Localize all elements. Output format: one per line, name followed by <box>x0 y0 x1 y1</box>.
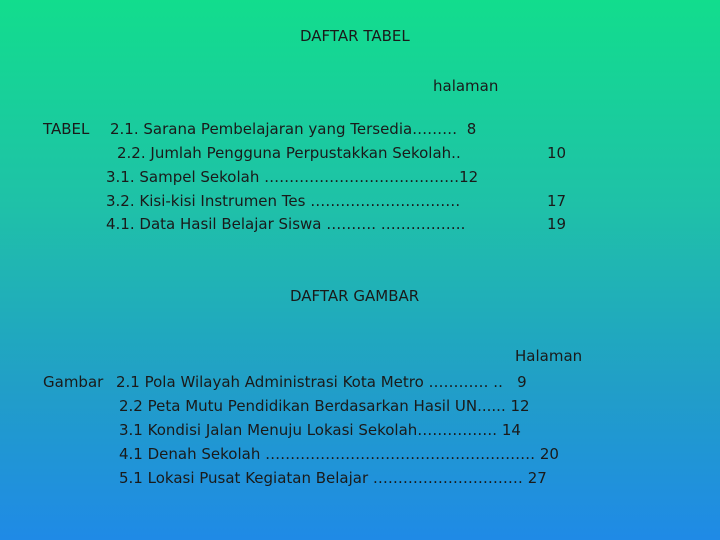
table-entry-2-2-page: 10 <box>547 144 567 162</box>
table-entry-3-1: 3.1. Sampel Sekolah …………………………………12 <box>106 168 479 186</box>
figures-page-column-label: Halaman <box>515 347 583 365</box>
table-entry-2-1: 2.1. Sarana Pembelajaran yang Tersedia……… 8 <box>110 120 477 138</box>
tables-prefix-label: TABEL <box>43 120 90 138</box>
table-entry-2-2: 2.2. Jumlah Pengguna Perpustakkan Sekolah.. <box>117 144 461 162</box>
table-entry-4-1: 4.1. Data Hasil Belajar Siswa ………. …………….. <box>106 215 466 233</box>
table-entry-3-2: 3.2. Kisi-kisi Instrumen Tes ………………………… <box>106 192 461 210</box>
figure-entry-3-1: 3.1 Kondisi Jalan Menuju Lokasi Sekolah……………. 14 <box>119 421 521 439</box>
figures-prefix-label: Gambar <box>43 373 104 391</box>
list-of-figures-heading: DAFTAR GAMBAR <box>290 287 420 305</box>
table-entry-3-2-page: 17 <box>547 192 567 210</box>
list-of-tables-heading: DAFTAR TABEL <box>300 27 410 45</box>
table-entry-4-1-page: 19 <box>547 215 567 233</box>
figure-entry-4-1: 4.1 Denah Sekolah ……………………………………………… 20 <box>119 445 559 463</box>
figure-entry-5-1: 5.1 Lokasi Pusat Kegiatan Belajar ………………………… 27 <box>119 469 547 487</box>
tables-page-column-label: halaman <box>433 77 499 95</box>
figure-entry-2-1: 2.1 Pola Wilayah Administrasi Kota Metro ………… .. 9 <box>116 373 527 391</box>
figure-entry-2-2: 2.2 Peta Mutu Pendidikan Berdasarkan Hasil UN...... 12 <box>119 397 530 415</box>
